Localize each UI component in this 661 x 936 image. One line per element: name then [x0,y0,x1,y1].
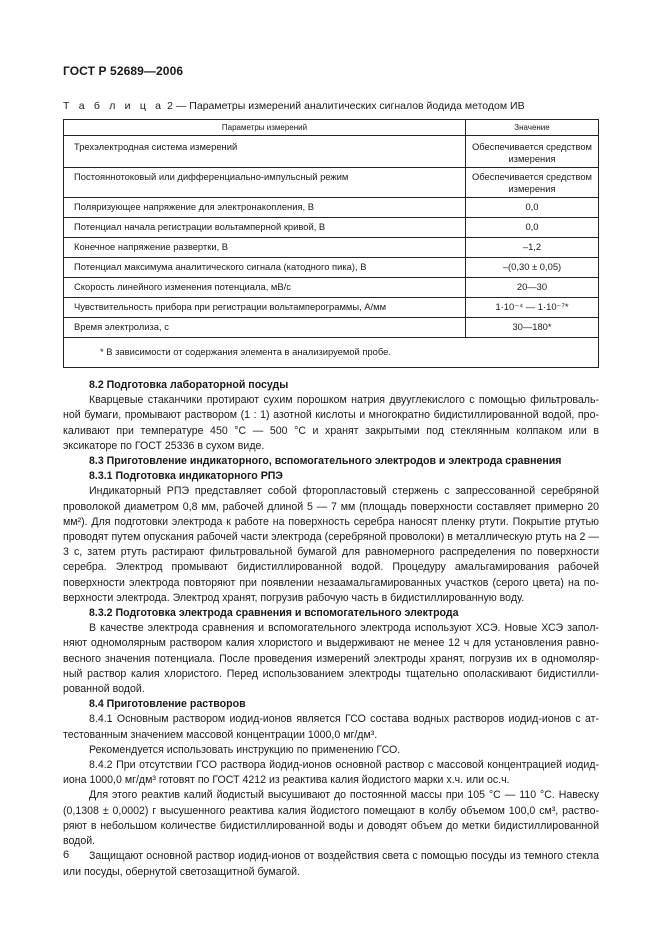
section-heading: 8.3.1 Подготовка индикаторного РПЭ [89,470,283,483]
paragraph: Индикаторный РПЭ представляет собой фторопластовый стержень с запрессованной серебряной проволокой диаметром 0,8 мм, рабочей длиной 5 — 7 мм (площадь поверхности составляет примерно 20 мм²). Для подготовки электрода к работе на поверхность серебра наносят пленку ртути. Покрытие ртутью проводят путем опускания рабочей части электрода (серебряной проволоки) в металлическую ртуть на 2 — 3 с, затем ртуть растирают фильтровальной бумагой для равномерного распределения по поверхности серебра. Электрод промывают бидистиллированной водой. Процедуру амальгамирования рабочей поверхности электрода повторяют при появлении незаамальгамированных участков (серого цвета) на поверхности электрода. Электрод хранят, погрузив рабочую часть в бидистиллированную воду. [63,485,599,604]
table-row [64,198,599,218]
paragraph: Рекомендуется использовать инструкцию по применению ГСО. [89,743,401,756]
column-header-value: Значение [466,120,599,136]
page-number: 6 [63,849,70,861]
column-header-parameters: Параметры измерений [64,120,466,136]
table-header-row [64,120,599,136]
section-heading: 8.4 Приготовление растворов [89,698,246,711]
paragraph: Кварцевые стаканчики протирают сухим порошком натрия двууглекислого с помощью фильтровальной бумаги, промывают раствором (1 : 1) азотной кислоты и многократно бидистиллированной водой, прокаливают при температуре 450 °С — 500 °С и хранят закрытыми под стеклянным колпаком или в эксикаторе по ГОСТ 25336 в сухом виде. [63,394,599,452]
section-heading: 8.3 Приготовление индикаторного, вспомогательного электродов и электрода сравнения [89,455,562,468]
document-body [63,378,599,880]
param-cell: Чувствительность прибора при регистрации вольтамперограммы, А/мм [64,298,466,318]
section-heading: 8.3.2 Подготовка электрода сравнения и вспомогательного электрода [89,607,459,620]
section-heading: 8.2 Подготовка лабораторной посуды [89,379,289,391]
value-cell: –(0,30 ± 0,05) [466,258,599,278]
table-row [64,258,599,278]
table-footnote: * В зависимости от содержания элемента в анализируемой пробе. [64,338,599,368]
param-cell: Постояннотоковый или дифференциально-импульсный режим [64,168,466,198]
value-cell: 0,0 [466,218,599,238]
param-cell: Время электролиза, с [64,318,466,338]
table-caption [63,100,603,112]
table-footnote-row [64,338,599,368]
param-cell: Потенциал начала регистрации вольтамперной кривой, В [64,218,466,238]
table-caption-title: 2 — Параметры измерений аналитических сигналов йодида методом ИВ [164,100,525,112]
table-caption-prefix: Т а б л и ц а [63,100,165,112]
value-cell: –1,2 [466,238,599,258]
paragraph: Для этого реактив калий йодистый высушивают до постоянной массы при 105 °С — 110 °С. Навеску (0,1308 ± 0,0002) г высушенного реактива калия йодистого помещают в колбу объемом 100,0 см³, растворяют в небольшом количестве бидистиллированной воды и доводят объем до метки бидистиллированной водой. [63,789,599,848]
table-row [64,278,599,298]
value-cell: 0,0 [466,198,599,218]
param-cell: Трехэлектродная система измерений [64,136,466,168]
table-row [64,318,599,338]
param-cell: Скорость линейного изменения потенциала, мВ/с [64,278,466,298]
param-cell: Поляризующее напряжение для электронакопления, В [64,198,466,218]
table-row [64,298,599,318]
value-cell: 20—30 [466,278,599,298]
param-cell: Конечное напряжение развертки, В [64,238,466,258]
parameters-table [63,119,599,368]
paragraph: 8.4.2 При отсутствии ГСО раствора йодид-ионов основной раствор с массовой концентрацией иодид-иона 1000,0 мг/дм³ готовят по ГОСТ 4212 из реактива калия йодистого марки х.ч. или ос.ч. [63,759,599,787]
table-row [64,218,599,238]
table-row [64,238,599,258]
paragraph: Защищают основной раствор иодид-ионов от воздействия света с помощью посуды из темного стекла или посуды, обернутой светозащитной бумагой. [63,850,599,878]
document-code: ГОСТ Р 52689—2006 [63,64,184,78]
paragraph: В качестве электрода сравнения и вспомогательного электрода используют ХСЭ. Новые ХСЭ заполняют одномолярным раствором калия хлористого и выдерживают не менее 12 ч для установления равновесного значения потенциала. После проведения измерений электроды хранят, погрузив их в одномолярный раствор калия хлористого. Перед использованием электроды тщательно ополаскивают бидистиллированной водой. [63,622,599,696]
param-cell: Потенциал максимума аналитического сигнала (катодного пика), В [64,258,466,278]
paragraph: 8.4.1 Основным раствором иодид-ионов является ГСО состава водных растворов иодид-ионов с аттестованным значением массовой концентрации 1000,0 мг/дм³. [63,713,599,741]
value-cell: Обеспечивается средством измерения [466,136,599,168]
table-row [64,136,599,168]
table-row [64,168,599,198]
value-cell: 1·10⁻⁴ — 1·10⁻⁷* [466,298,599,318]
value-cell: 30—180* [466,318,599,338]
value-cell: Обеспечивается средством измерения [466,168,599,198]
